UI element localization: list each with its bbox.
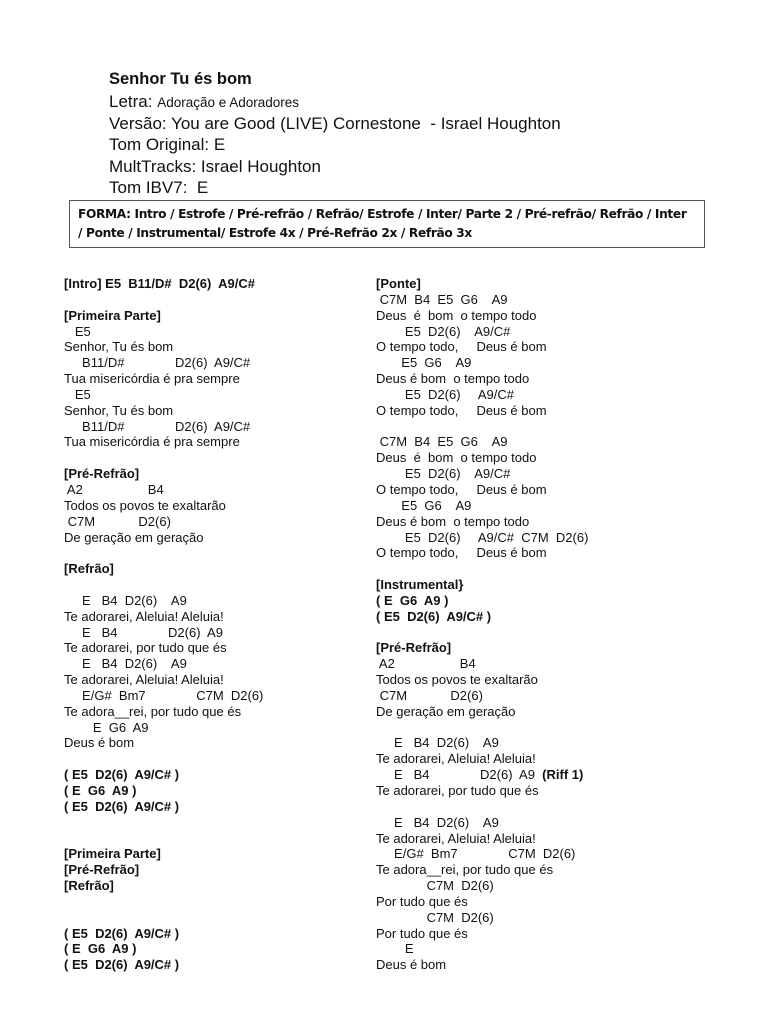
chord-line [376,846,588,862]
line-text: [Instrumental} [376,577,464,593]
multtracks-line: MultTracks: Israel Houghton [109,156,321,176]
chord-line [376,530,588,546]
line-text: Por tudo que és [376,893,468,909]
chord-line [64,688,263,704]
line-text: E5 D2(6) A9/C# C7M D2(6) [376,529,589,545]
line-text: ( E5 D2(6) A9/C# ) [64,798,180,814]
lyric-line [64,530,263,546]
chord-line [376,815,588,831]
section-label [64,561,263,577]
line-text: O tempo todo, Deus é bom [376,481,547,497]
lyric-line [64,434,263,450]
line-text: C7M D2(6) [376,687,483,703]
chord-line [64,482,263,498]
line-text: ( E5 D2(6) A9/C# ) [64,925,180,941]
line-text: E/G# Bm7 C7M D2(6) [376,846,576,862]
blank-line [64,577,263,593]
blank-line [64,545,263,561]
line-text: A2 B4 [64,481,164,497]
section-label [64,862,263,878]
line-text: [Pré-Refrão] [64,862,140,878]
chord-line [376,387,588,403]
line-text: Todos os povos te exaltarão [376,672,538,688]
line-text: Deus é bom o tempo todo [376,371,530,387]
line-text: E5 G6 A9 [376,355,472,371]
line-text: Deus é bom o tempo todo [376,307,537,323]
lyric-line [376,957,588,973]
line-text: Senhor, Tu és bom [64,402,174,418]
line-text: Senhor, Tu és bom [64,339,174,355]
lyric-line [376,339,588,355]
line-text: O tempo todo, Deus é bom [376,545,547,561]
chord-line [64,656,263,672]
chord-line [376,355,588,371]
structure-line-2: / Ponte / Instrumental/ Estrofe 4x / Pré-Refrão 2x / Refrão 3x [78,225,472,240]
right-column [376,276,588,973]
line-text: [Pré-Refrão] [376,640,452,656]
blank-line [376,419,588,435]
line-text: E/G# Bm7 C7M D2(6) [64,687,264,703]
chord-line [376,292,588,308]
lyric-line [376,751,588,767]
blank-line [376,625,588,641]
line-text: ( E5 D2(6) A9/C# ) [64,957,180,973]
chord-line [64,625,263,641]
lyric-line [64,371,263,387]
lyric-line [64,339,263,355]
version-line: Versão: You are Good (LIVE) Cornestone - Israel Houghton [109,114,561,134]
blank-line [64,450,263,466]
line-text: E [376,941,414,957]
lyric-line [376,783,588,799]
line-text: E B4 D2(6) A9 [376,767,543,783]
line-text: Te adorarei, Aleluia! Aleluia! [376,830,536,846]
lyric-line [376,308,588,324]
section-label [64,767,263,783]
line-text: B11/D# D2(6) A9/C# [64,355,251,371]
blank-line [64,815,263,831]
blank-line [64,894,263,910]
line-text: Te adorarei, por tudo que és [376,783,539,798]
lyric-line [376,672,588,688]
line-text: B11/D# D2(6) A9/C# [64,418,251,434]
lyric-line [64,672,263,688]
line-text: E B4 D2(6) A9 [376,814,499,830]
line-text: E G6 A9 [64,719,149,735]
line-text: De geração em geração [64,529,204,545]
chord-line [376,656,588,672]
blank-line [376,799,588,815]
line-text: E5 D2(6) A9/C# [376,386,514,402]
chord-line [64,720,263,736]
chord-line [64,387,263,403]
line-text: O tempo todo, Deus é bom [376,402,547,418]
lyric-line [376,371,588,387]
line-text: ( E G6 A9 ) [64,941,137,957]
chord-line [376,324,588,340]
blank-line [376,720,588,736]
line-text: [Pré-Refrão] [64,466,140,482]
chord-line [376,735,588,751]
lyric-line [376,831,588,847]
line-text: E B4 D2(6) A9 [64,592,187,608]
line-text: Por tudo que és [376,925,468,941]
line-text: Deus é bom [64,735,135,751]
lyric-line [376,545,588,561]
line-text: Deus é bom o tempo todo [376,450,537,466]
lyric-line [376,926,588,942]
chord-line [64,324,263,340]
left-column [64,276,263,973]
chord-line [376,910,588,926]
lyric-line [64,704,263,720]
line-text: Tua misericórdia é pra sempre [64,371,240,387]
line-text: C7M B4 E5 G6 A9 [376,291,508,307]
lyric-line [376,862,588,878]
lyric-line [64,735,263,751]
line-text: [Primeira Parte] [64,846,161,862]
structure-line-1: FORMA: Intro / Estrofe / Pré-refrão / Refrão/ Estrofe / Inter/ Parte 2 / Pré-refrão/ Refrão / Inter [78,207,687,221]
line-text: Te adorarei, Aleluia! Aleluia! [64,608,224,624]
line-text: E5 [64,323,91,339]
chord-line [376,466,588,482]
song-structure-box [69,200,705,248]
line-text: De geração em geração [376,703,516,719]
lyrics-value: Adoração e Adoradores [157,95,300,110]
chord-line [376,767,588,783]
lyric-line [64,609,263,625]
chord-line [64,593,263,609]
line-text: Todos os povos te exaltarão [64,497,226,513]
section-label [64,846,263,862]
blank-line [64,751,263,767]
line-text: A2 B4 [376,656,476,672]
lyric-line [376,894,588,910]
line-text: Te adorarei, por tudo que és [64,640,227,656]
section-label [64,878,263,894]
line-text: ( E5 D2(6) A9/C# ) [376,608,492,624]
chord-line [64,355,263,371]
line-text: [Intro] E5 B11/D# D2(6) A9/C# [64,276,255,291]
line-text: E5 G6 A9 [376,497,472,513]
blank-line [376,561,588,577]
section-label [64,941,263,957]
line-text: E B4 D2(6) A9 [376,735,499,751]
lyrics-credit [109,91,561,113]
section-label [376,276,588,292]
line-text: [Refrão] [64,561,114,577]
lyric-line [64,498,263,514]
line-text: ( E G6 A9 ) [64,783,137,798]
line-text: [Ponte] [376,276,421,291]
chord-line [376,878,588,894]
song-title: Senhor Tu és bom [109,70,252,88]
original-key: Tom Original: E [109,135,226,155]
lyric-line [376,704,588,720]
line-text: Te adora__rei, por tudo que és [64,703,242,719]
lyric-line [376,482,588,498]
section-label [64,276,263,292]
section-label [376,593,588,609]
line-text: Te adorarei, Aleluia! Aleluia! [376,751,536,767]
lyric-line [64,403,263,419]
line-text: C7M D2(6) [376,878,494,894]
line-text: E B4 D2(6) A9 [64,624,223,640]
line-text: ( E5 D2(6) A9/C# ) [64,767,180,783]
lyric-line [376,403,588,419]
line-text: C7M D2(6) [376,909,494,925]
line-text: ( E G6 A9 ) [376,592,449,608]
section-label [64,466,263,482]
line-text: C7M D2(6) [64,513,171,529]
ibv7-key: Tom IBV7: E [109,177,209,197]
line-text: E5 D2(6) A9/C# [376,323,511,339]
line-text: Deus é bom o tempo todo [376,513,530,529]
lyric-line [376,514,588,530]
line-text: E5 [64,386,91,402]
line-text: C7M B4 E5 G6 A9 [376,434,508,450]
line-text: [Primeira Parte] [64,307,161,323]
line-text: E5 D2(6) A9/C# [376,466,511,482]
riff-marker: (Riff 1) [542,767,584,783]
line-text: O tempo todo, Deus é bom [376,339,547,355]
line-text: [Refrão] [64,878,114,894]
section-label [376,577,588,593]
lyric-line [64,640,263,656]
section-label [64,799,263,815]
song-header [109,67,561,198]
line-text: Te adora__rei, por tudo que és [376,862,554,878]
line-text: Te adorarei, Aleluia! Aleluia! [64,672,224,688]
chord-line [64,514,263,530]
blank-line [64,831,263,847]
line-text: Deus é bom [376,957,447,973]
chord-line [376,498,588,514]
chord-line [376,941,588,957]
line-text: E B4 D2(6) A9 [64,656,187,672]
blank-line [64,910,263,926]
section-label [64,926,263,942]
lyrics-label: Letra: [109,92,158,111]
lyric-line [376,450,588,466]
chord-line [376,688,588,704]
chord-line [376,434,588,450]
section-label [64,957,263,973]
section-label [64,308,263,324]
blank-line [64,292,263,308]
section-label [376,609,588,625]
section-label [64,783,263,799]
section-label [376,640,588,656]
line-text: Tua misericórdia é pra sempre [64,434,240,450]
chord-line [64,419,263,435]
